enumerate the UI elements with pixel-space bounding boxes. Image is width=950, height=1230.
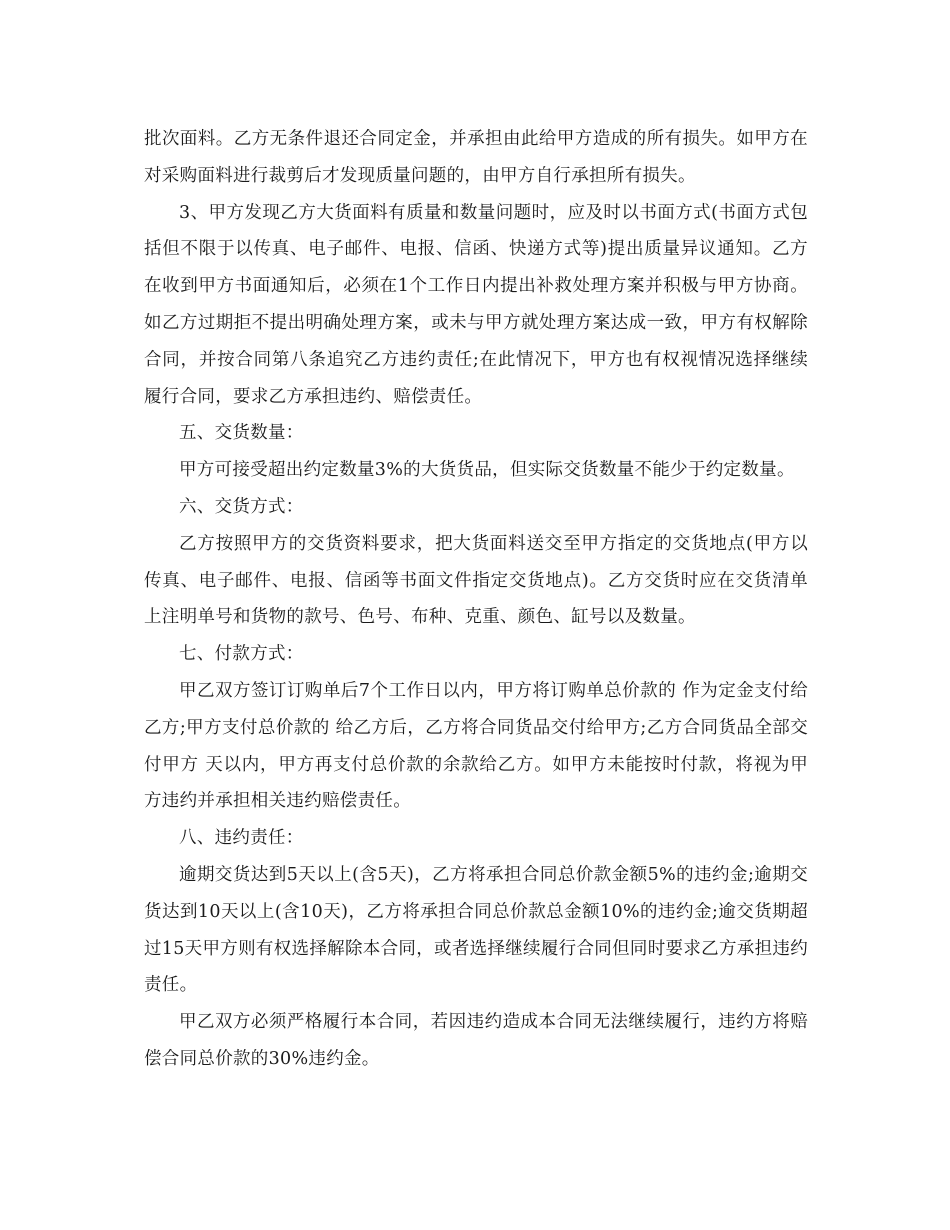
document-page bbox=[144, 121, 808, 1078]
paragraph-late-delivery-penalty: 逾期交货达到5天以上(含5天)，乙方将承担合同总价款金额5%的违约金;逾期交货达到10天以上(含10天)，乙方将承担合同总价款总金额10%的违约金;逾交货期超过15天甲方则有权选择解除本合同，或者选择继续履行合同但同时要求乙方承担违约责任。 bbox=[144, 864, 808, 996]
section-heading-breach-liability: 八、违约责任： bbox=[179, 828, 304, 849]
paragraph-delivery-method: 乙方按照甲方的交货资料要求，把大货面料送交至甲方指定的交货地点(甲方以传真、电子邮件、电报、信函等书面文件指定交货地点)。乙方交货时应在交货清单上注明单号和货物的款号、色号、布种、克重、颜色、缸号以及数量。 bbox=[144, 533, 808, 628]
section-heading-delivery-method: 六、交货方式： bbox=[179, 496, 304, 517]
paragraph-payment-method: 甲乙双方签订订购单后7个工作日以内，甲方将订购单总价款的 作为定金支付给乙方;甲方支付总价款的 给乙方后，乙方将合同货品交付给甲方;乙方合同货品全部交付甲方 天以内，甲方再支付总价款的余款给乙方。如甲方未能按时付款，将视为甲方违约并承担相关违约赔偿责任。 bbox=[144, 680, 808, 812]
paragraph-delivery-quantity: 甲方可接受超出约定数量3%的大货货品，但实际交货数量不能少于约定数量。 bbox=[179, 460, 795, 481]
paragraph-continuation: 批次面料。乙方无条件退还合同定金，并承担由此给甲方造成的所有损失。如甲方在对采购面料进行裁剪后才发现质量问题的，由甲方自行承担所有损失。 bbox=[144, 129, 808, 186]
paragraph-quality-notice: 3、甲方发现乙方大货面料有质量和数量问题时，应及时以书面方式(书面方式包括但不限于以传真、电子邮件、电报、信函、快递方式等)提出质量异议通知。乙方在收到甲方书面通知后，必须在1个工作日内提出补救处理方案并积极与甲方协商。如乙方过期拒不提出明确处理方案，或未与甲方就处理方案达成一致，甲方有权解除合同，并按合同第八条追究乙方违约责任;在此情况下，甲方也有权视情况选择继续履行合同，要求乙方承担违约、赔偿责任。 bbox=[144, 202, 808, 407]
section-heading-delivery-quantity: 五、交货数量： bbox=[179, 423, 304, 444]
paragraph-breach-penalty: 甲乙双方必须严格履行本合同，若因违约造成本合同无法继续履行，违约方将赔偿合同总价款的30%违约金。 bbox=[144, 1012, 808, 1069]
section-heading-payment-method: 七、付款方式： bbox=[179, 644, 304, 665]
